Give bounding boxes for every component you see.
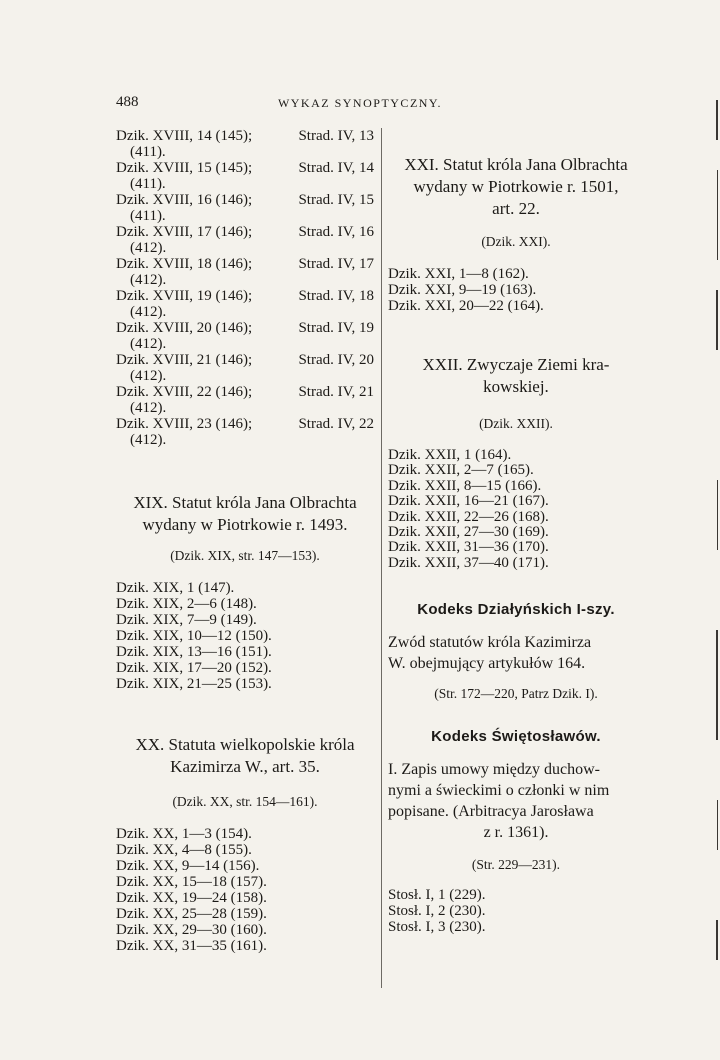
entry-line: Dzik. XVIII, 23 (146); Strad. IV, 22 bbox=[116, 416, 374, 432]
kodeks-swietoslawow-desc-line2: nymi a świeckimi o członki w nim bbox=[388, 782, 610, 800]
entry-line: Dzik. XVIII, 14 (145); Strad. IV, 13 bbox=[116, 128, 374, 144]
entry-line: Dzik. XVIII, 18 (146); Strad. IV, 17 bbox=[116, 256, 374, 272]
section-xx-list bbox=[116, 826, 374, 954]
section-xxii-list bbox=[388, 448, 644, 571]
list-item: Dzik. XX, 15—18 (157). bbox=[116, 874, 267, 890]
section-xix-list bbox=[116, 580, 374, 692]
list-item: Dzik. XXII, 1 (164). bbox=[388, 447, 512, 463]
list-item: Dzik. XX, 1—3 (154). bbox=[116, 826, 252, 842]
kodeks-swietoslawow-desc-line1: I. Zapis umowy między duchow- bbox=[388, 761, 600, 779]
list-item: Dzik. XX, 25—28 (159). bbox=[116, 906, 267, 922]
section-xxi-source: (Dzik. XXI). bbox=[481, 234, 551, 249]
kodeks-swietoslawow-desc-line4: z r. 1361). bbox=[483, 824, 549, 842]
list-item: Dzik. XX, 29—30 (160). bbox=[116, 922, 267, 938]
section-xix-title-line2: wydany w Piotrkowie r. 1493. bbox=[142, 515, 348, 534]
concordance-list-xviii bbox=[116, 128, 374, 448]
list-item: Dzik. XIX, 13—16 (151). bbox=[116, 644, 272, 660]
entry-continuation: (412). bbox=[130, 304, 167, 320]
list-item: Dzik. XX, 4—8 (155). bbox=[116, 842, 252, 858]
section-xxi-list bbox=[388, 266, 644, 314]
page-number: 488 bbox=[116, 94, 139, 110]
list-item: Stosł. I, 3 (230). bbox=[388, 919, 486, 936]
running-head: WYKAZ SYNOPTYCZNY. bbox=[277, 96, 443, 110]
section-xxii-title-line2: kowskiej. bbox=[483, 377, 549, 396]
entry-continuation: (412). bbox=[130, 400, 167, 416]
list-item: Dzik. XXII, 8—15 (166). bbox=[388, 477, 542, 494]
list-item: Dzik. XXII, 22—26 (168). bbox=[388, 508, 549, 525]
list-item: Dzik. XIX, 1 (147). bbox=[116, 580, 235, 596]
page-edge-shadow bbox=[712, 40, 720, 1020]
list-item: Stosł. I, 1 (229). bbox=[388, 887, 486, 904]
entry-line: Dzik. XVIII, 22 (146); Strad. IV, 21 bbox=[116, 384, 374, 400]
list-item: Dzik. XIX, 2—6 (148). bbox=[116, 596, 257, 612]
section-xxi-title-line1: XXI. Statut króla Jana Olbrachta bbox=[404, 155, 628, 174]
entry-continuation: (411). bbox=[130, 144, 166, 160]
entry-line: Dzik. XVIII, 15 (145); Strad. IV, 14 bbox=[116, 160, 374, 176]
list-item: Dzik. XIX, 17—20 (152). bbox=[116, 660, 272, 676]
kodeks-dzialynskich-source: (Str. 172—220, Patrz Dzik. I). bbox=[434, 686, 598, 702]
column-divider bbox=[381, 128, 382, 988]
section-xxi-title-line2: wydany w Piotrkowie r. 1501, bbox=[413, 177, 619, 196]
list-item: Dzik. XXII, 16—21 (167). bbox=[388, 493, 549, 510]
section-xix-title-line1: XIX. Statut króla Jana Olbrachta bbox=[133, 493, 357, 512]
entry-continuation: (411). bbox=[130, 208, 166, 224]
kodeks-dzialynskich-title: Kodeks Działyńskich I-szy. bbox=[417, 601, 615, 619]
section-xx-source: (Dzik. XX, str. 154—161). bbox=[172, 794, 318, 809]
kodeks-dzialynskich-desc-line1: Zwód statutów króla Kazimirza bbox=[388, 634, 592, 652]
list-item: Dzik. XXII, 2—7 (165). bbox=[388, 462, 534, 479]
kodeks-swietoslawow-source: (Str. 229—231). bbox=[471, 857, 561, 873]
list-item: Dzik. XXII, 37—40 (171). bbox=[388, 554, 549, 571]
entry-line: Dzik. XVIII, 16 (146); Strad. IV, 15 bbox=[116, 192, 374, 208]
entry-line: Dzik. XVIII, 17 (146); Strad. IV, 16 bbox=[116, 224, 374, 240]
list-item: Dzik. XXI, 20—22 (164). bbox=[388, 298, 544, 314]
list-item: Dzik. XXII, 27—30 (169). bbox=[388, 524, 549, 541]
right-column bbox=[388, 128, 644, 935]
list-item: Dzik. XIX, 10—12 (150). bbox=[116, 628, 272, 644]
entry-continuation: (411). bbox=[130, 176, 166, 192]
list-item: Stosł. I, 2 (230). bbox=[388, 903, 486, 920]
section-xx-title-line2: Kazimirza W., art. 35. bbox=[170, 757, 320, 776]
section-xix-source: (Dzik. XIX, str. 147—153). bbox=[170, 548, 320, 563]
list-item: Dzik. XIX, 21—25 (153). bbox=[116, 676, 272, 692]
list-item: Dzik. XXII, 31—36 (170). bbox=[388, 539, 549, 556]
list-item: Dzik. XXI, 1—8 (162). bbox=[388, 266, 529, 282]
list-item: Dzik. XX, 31—35 (161). bbox=[116, 938, 267, 954]
section-xxii-title-line1: XXII. Zwyczaje Ziemi kra- bbox=[422, 355, 610, 374]
entry-continuation: (412). bbox=[130, 336, 167, 352]
list-item: Dzik. XXI, 9—19 (163). bbox=[388, 282, 537, 298]
entry-line: Dzik. XVIII, 21 (146); Strad. IV, 20 bbox=[116, 352, 374, 368]
kodeks-dzialynskich-desc-line2: W. obejmujący artykułów 164. bbox=[388, 655, 586, 673]
section-xxii-source: (Dzik. XXII). bbox=[479, 416, 553, 431]
left-column bbox=[116, 128, 374, 954]
kodeks-swietoslawow-desc-line3: popisane. (Arbitracya Jarosława bbox=[388, 803, 594, 821]
list-item: Dzik. XIX, 7—9 (149). bbox=[116, 612, 257, 628]
kodeks-swietoslawow-list bbox=[388, 887, 644, 935]
kodeks-swietoslawow-title: Kodeks Świętosławów. bbox=[431, 728, 601, 746]
entry-continuation: (412). bbox=[130, 368, 167, 384]
entry-continuation: (412). bbox=[130, 272, 167, 288]
section-xx-title-line1: XX. Statuta wielkopolskie króla bbox=[135, 735, 355, 754]
list-item: Dzik. XX, 9—14 (156). bbox=[116, 858, 260, 874]
section-xxi-title-line3: art. 22. bbox=[492, 199, 540, 218]
entry-continuation: (412). bbox=[130, 240, 167, 256]
list-item: Dzik. XX, 19—24 (158). bbox=[116, 890, 267, 906]
entry-line: Dzik. XVIII, 19 (146); Strad. IV, 18 bbox=[116, 288, 374, 304]
entry-line: Dzik. XVIII, 20 (146); Strad. IV, 19 bbox=[116, 320, 374, 336]
entry-continuation: (412). bbox=[130, 432, 167, 448]
